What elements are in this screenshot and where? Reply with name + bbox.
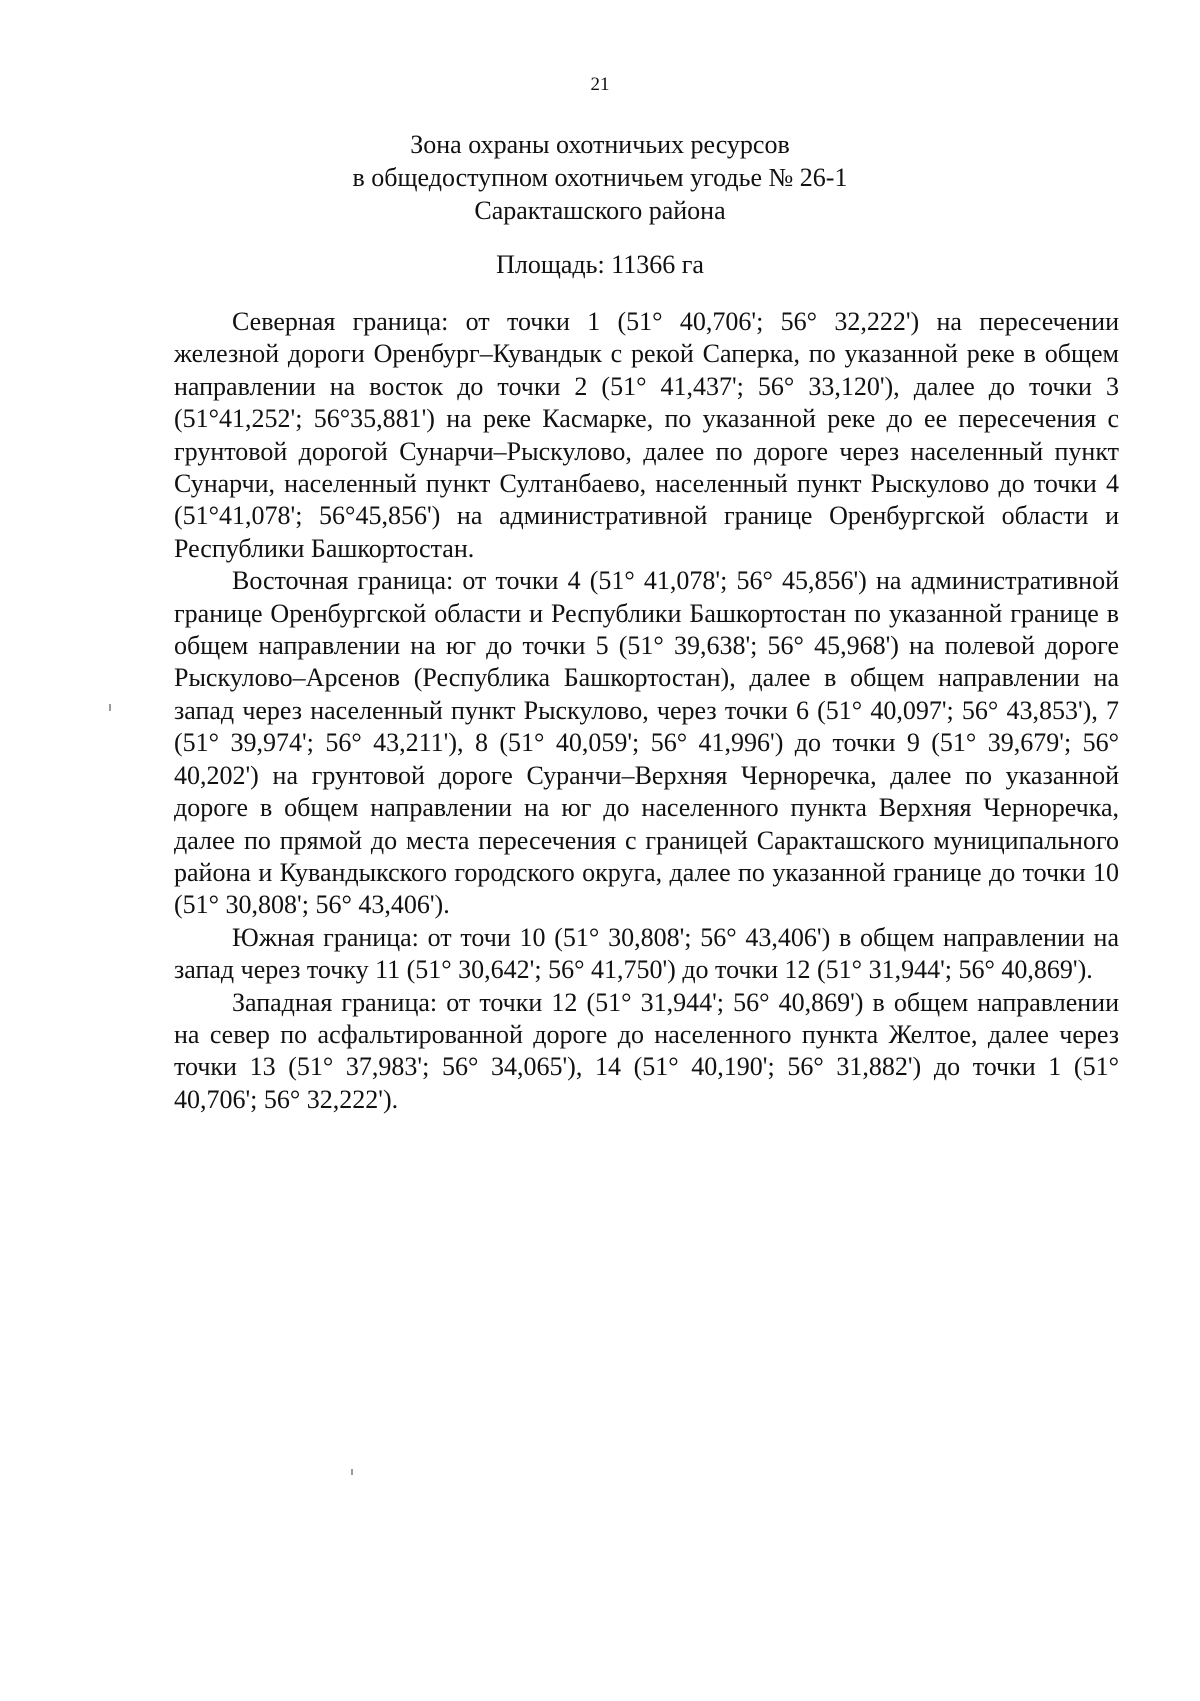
document-body <box>174 306 1119 1116</box>
title-line-1: Зона охраны охотничьих ресурсов <box>410 130 790 159</box>
title-line-2: в общедоступном охотничьем угодье № 26-1 <box>352 163 848 192</box>
document-title <box>0 128 1200 227</box>
south-boundary-paragraph: Южная граница: от точи 10 (51° 30,808'; 56° 43,406') в общем направлении на запад через точку 11 (51° 30,642'; 56° 41,750') до точки 12 (51° 31,944'; 56° 40,869'). <box>174 922 1119 985</box>
west-boundary-paragraph: Западная граница: от точки 12 (51° 31,944'; 56° 40,869') в общем направлении на север по асфальтированной дороге до населенного пункта Желтое, далее через точки 13 (51° 37,983'; 56° 34,065'), 14 (51° 40,190'; 56° 31,882') до точки 1 (51° 40,706'; 56° 32,222'). <box>174 987 1119 1114</box>
east-boundary-paragraph: Восточная граница: от точки 4 (51° 41,078'; 56° 45,856') на административной границе Оренбургской области и Республики Башкортостан по указанной границе в общем направлении на юг до точки 5 (51° 39,638'; 56° 45,968') на полевой дороге Рыскулово–Арсенов (Республика Башкортостан), далее в общем направлении на запад через населенный пункт Рыскулово, через точки 6 (51° 40,097'; 56° 43,853'), 7 (51° 39,974'; 56° 43,211'), 8 (51° 40,059'; 56° 41,996') до точки 9 (51° 39,679'; 56° 40,202') на грунтовой дороге Суранчи–Верхняя Черноречка, далее по указанной дороге в общем направлении на юг до населенного пункта Верхняя Черноречка, далее по прямой до места пересечения с границей Саракташского муниципального района и Кувандыкского городского округа, далее по указанной границе до точки 10 (51° 30,808'; 56° 43,406'). <box>174 566 1119 920</box>
north-boundary-paragraph: Северная граница: от точки 1 (51° 40,706'; 56° 32,222') на пересечении железной дороги Оренбург–Кувандык с рекой Саперка, по указанной реке в общем направлении на восток до точки 2 (51° 41,437'; 56° 33,120'), далее до точки 3 (51°41,252'; 56°35,881') на реке Касмарке, по указанной реке до ее пересечения с грунтовой дорогой Сунарчи–Рыскулово, далее по дороге через населенный пункт Сунарчи, населенный пункт Султанбаево, населенный пункт Рыскулово до точки 4 (51°41,078'; 56°45,856') на административной границе Оренбургской области и Республики Башкортостан. <box>174 307 1119 563</box>
title-line-3: Саракташского района <box>474 196 726 225</box>
page-number: 21 <box>590 74 610 95</box>
scan-speck <box>351 1469 353 1475</box>
scan-speck <box>109 704 111 711</box>
area-heading: Площадь: 11366 га <box>496 250 704 279</box>
